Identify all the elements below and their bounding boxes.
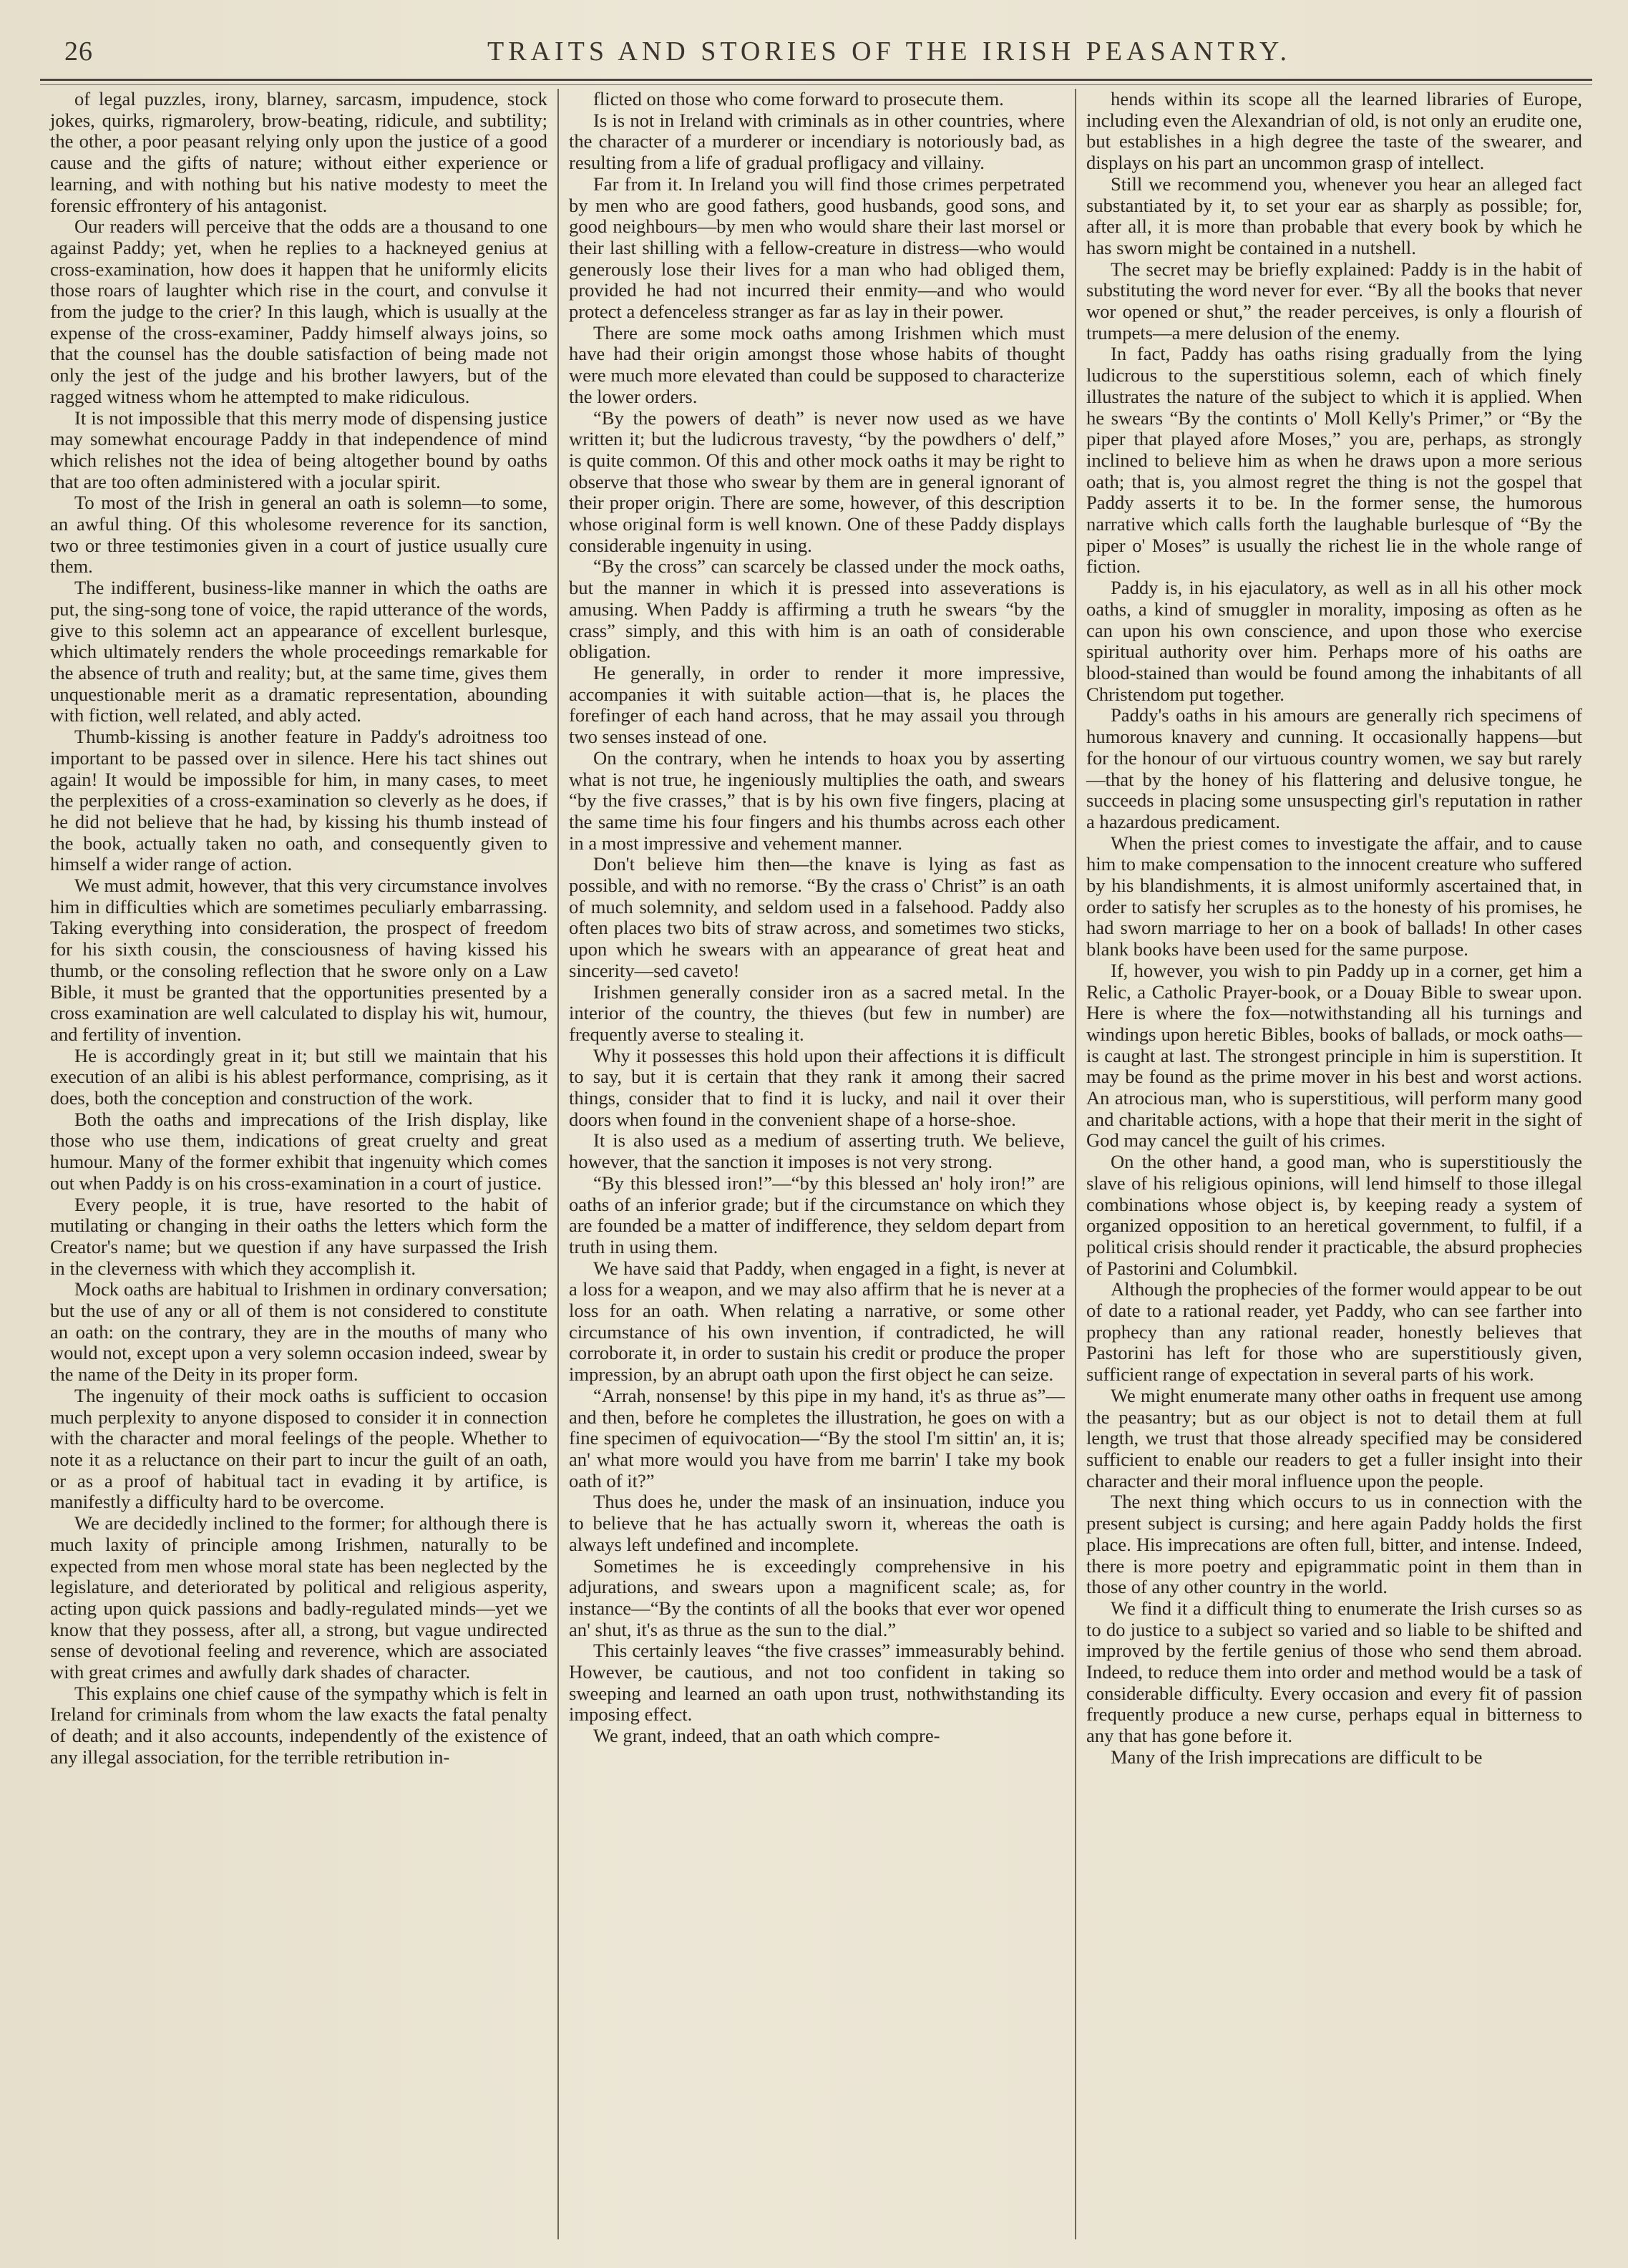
- paragraph: The indifferent, business-like manner in which the oaths are put, the sing-song tone of voice, the rapid utterance of the words, give to this solemn act an appearance of excellent burlesque, which ultimately renders the whole proceedings remarkable for the absence of truth and reality; but, at the same time, gives them unquestionable merit as a dramatic representation, abounding with fiction, well related, and ably acted.: [50, 577, 547, 726]
- paragraph: Paddy is, in his ejaculatory, as well as in all his other mock oaths, a kind of smuggler in morality, imposing as often as he can upon his own conscience, and upon those who exercise spiritual authority over him. Perhaps more of his oaths are blood-stained than would be found among the inhabitants of all Christendom put together.: [1086, 577, 1582, 705]
- paragraph: Sometimes he is exceedingly comprehensive in his adjurations, and swears upon a magnificent scale; as, for instance—“By the contints of all the books that ever wor opened an' shut, it's as thrue as the sun to the dial.”: [568, 1554, 1065, 1640]
- paragraph: The ingenuity of their mock oaths is sufficient to occasion much perplexity to anyone disposed to consider it in connection with the character and moral feelings of the people. Whether to note it as a reluctance on their part to incur the guilt of an oath, or as a proof of habitual tact in evading it by artifice, is manifestly a difficulty hard to be overcome.: [50, 1384, 547, 1513]
- paragraph: Paddy's oaths in his amours are generally rich specimens of humorous knavery and cunning. It occasionally happens—but for the honour of our virtuous country women, we say but rarely—that by the honey of his flattering and delusive tongue, he succeeds in placing some unsuspecting girl's reputation in rather a hazardous predicament.: [1086, 704, 1582, 832]
- paragraph: Don't believe him then—the knave is lying as fast as possible, and with no remorse. “By the crass o' Christ” is an oath of much solemnity, and seldom used in a falsehood. Paddy also often places two bits of straw across, and sometimes two sticks, upon which he swears with an appearance of great heat and sincerity—sed caveto!: [568, 853, 1065, 981]
- header-rule-thin: [40, 84, 1592, 85]
- paragraph: Our readers will perceive that the odds are a thousand to one against Paddy; yet, when he replies to a hackneyed genius at cross-examination, how does it happen that he uniformly elicits those roars of laughter which rise in the court, and convulse it from the judge to the crier? In this laugh, which is usually at the expense of the cross-examiner, Paddy himself always joins, so that the counsel has the double satisfaction of being made not only the jest of the judge and his brother lawyers, but of the ragged witness whom he attempted to make ridiculous.: [50, 215, 547, 407]
- paragraph: Why it possesses this hold upon their affections it is difficult to say, but it is certain that they rank it among their sacred things, consider that to find it is lucky, and nail it over their doors when found in the convenient shape of a horse-shoe.: [568, 1044, 1065, 1130]
- paragraph: Irishmen generally consider iron as a sacred metal. In the interior of the country, the thieves (but few in number) are frequently averse to stealing it.: [568, 980, 1065, 1045]
- paragraph: “By this blessed iron!”—“by this blessed an' holy iron!” are oaths of an inferior grade; but if the circumstance on which they are founded be a matter of indifference, they seldom depart from truth in using them.: [568, 1172, 1065, 1257]
- paragraph: Is is not in Ireland with criminals as in other countries, where the character of a murderer or incendiary is notoriously bad, as resulting from a life of gradual profligacy and villainy.: [568, 109, 1065, 174]
- paragraph: This certainly leaves “the five crasses” immeasurably behind. However, be cautious, and not too confident in taking so sweeping and learned an oath upon trust, nothwithstanding its imposing effect.: [568, 1640, 1065, 1726]
- paragraph: We find it a difficult thing to enumerate the Irish curses so as to do justice to a subject so varied and so liable to be shifted and improved by the fertile genius of those who send them abroad. Indeed, to reduce them into order and method would be a task of considerable difficulty. Every occasion and every fit of passion frequently produce a new curse, perhaps equal in bitterness to any that has gone before it.: [1086, 1597, 1582, 1747]
- paragraph: flicted on those who come forward to prosecute them.: [593, 89, 1004, 109]
- paragraph: The next thing which occurs to us in connection with the present subject is cursing; and here again Paddy holds the first place. His imprecations are often full, bitter, and intense. Indeed, there is more poetry and epigrammatic point in them than in those of any other country in the world.: [1086, 1491, 1582, 1598]
- paragraph: There are some mock oaths among Irishmen which must have had their origin amongst those whose habits of thought were much more elevated than could be supposed to characterize the lower orders.: [568, 321, 1065, 407]
- paragraph: “Arrah, nonsense! by this pipe in my hand, it's as thrue as”—and then, before he completes the illustration, he goes on with a fine specimen of equivocation—“By the stool I'm sittin' an, it is; an' what more would you have from me barrin' I take my book oath of it?”: [568, 1384, 1065, 1491]
- paragraph: Every people, it is true, have resorted to the habit of mutilating or changing in their oaths the letters which form the Creator's name; but we question if any have surpassed the Irish in the cleverness with which they accomplish it.: [50, 1193, 547, 1279]
- paragraph: He is accordingly great in it; but still we maintain that his execution of an alibi is his ablest performance, comprising, as it does, both the conception and construction of the work.: [50, 1044, 547, 1109]
- paragraph: In fact, Paddy has oaths rising gradually from the lying ludicrous to the superstitious solemn, each of which finely illustrates the nature of the subject to which it is applied. When he swears “By the contints o' Moll Kelly's Primer,” or “By the piper that played afore Moses,” you are, perhaps, as strongly inclined to believe him as when he draws upon a more serious oath; that is, you almost regret the thing is not the gospel that Paddy asserts it to be. In the former sense, the humorous narrative which calls forth the laughable burlesque of “By the piper o' Moses” is usually the richest lie in the whole range of fiction.: [1086, 343, 1582, 578]
- paragraph: “By the powers of death” is never now used as we have written it; but the ludicrous travesty, “by the powdhers o' delf,” is quite common. Of this and other mock oaths it may be right to observe that those who swear by them are in general ignorant of their proper origin. There are some, however, of this description whose original form is well known. One of these Paddy displays considerable ingenuity in using.: [568, 407, 1065, 556]
- text-columns: [40, 89, 1592, 2239]
- column-2: [557, 89, 1075, 2239]
- paragraph: We grant, indeed, that an oath which compre-: [593, 1725, 940, 1747]
- paragraph: We have said that Paddy, when engaged in a fight, is never at a loss for a weapon, and we may also affirm that he is never at a loss for an oath. When relating a narrative, or some other circumstance of his own invention, if contradicted, he will corroborate it, in order to sustain his credit or produce the proper impression, by an abrupt oath upon the first object he can seize.: [568, 1257, 1065, 1386]
- paragraph: Still we recommend you, whenever you hear an alleged fact substantiated by it, to set your ear as sharply as possible; for, after all, it is more than probable that every book by which he has sworn might be contained in a nutshell.: [1086, 172, 1582, 258]
- paragraph: Both the oaths and imprecations of the Irish display, like those who use them, indications of great cruelty and great humour. Many of the former exhibit that ingenuity which comes out when Paddy is on his cross-examination in a court of justice.: [50, 1108, 547, 1194]
- page-number: 26: [64, 36, 93, 67]
- paragraph: It is also used as a medium of asserting truth. We believe, however, that the sanction it imposes is not very strong.: [568, 1129, 1065, 1173]
- paragraph: On the contrary, when he intends to hoax you by asserting what is not true, he ingeniously multiplies the oath, and swears “by the five crasses,” that is by his own five fingers, placing at the same time his four fingers and his thumbs across each other in a most impressive and vehement manner.: [568, 746, 1065, 854]
- header-rule: [40, 79, 1592, 81]
- paragraph: Mock oaths are habitual to Irishmen in ordinary conversation; but the use of any or all of them is not considered to constitute an oath: on the contrary, they are in the mouths of many who would not, except upon a very solemn occasion indeed, swear by the name of the Deity in its proper form.: [50, 1278, 547, 1386]
- paragraph: hends within its scope all the learned libraries of Europe, including even the Alexandrian of old, is not only an erudite one, but establishes in a high degree the taste of the swearer, and displays on his part an uncommon grasp of intellect.: [1086, 89, 1582, 174]
- running-header: [64, 36, 1592, 74]
- paragraph: We are decidedly inclined to the former; for although there is much laxity of principle among Irishmen, naturally to be expected from men whose moral state has been neglected by the legislature, and deteriorated by political and religious asperity, acting upon quick passions and badly-regulated minds—yet we know that they possess, after all, a strong, but vague undirected sense of devotional feeling and reverence, which are associated with great crimes and awfully dark shades of character.: [50, 1512, 547, 1683]
- paragraph: Although the prophecies of the former would appear to be out of date to a rational reader, yet Paddy, who can see farther into prophecy than any rational reader, honestly believes that Pastorini has left for those who are superstitiously given, sufficient range of expectation in several parts of his work.: [1086, 1278, 1582, 1386]
- running-title: TRAITS AND STORIES OF THE IRISH PEASANTRY.: [487, 36, 1291, 67]
- paragraph: The secret may be briefly explained: Paddy is in the habit of substituting the word never for ever. “By all the books that never wor opened or shut,” the reader perceives, is only a flourish of trumpets—a mere delusion of the enemy.: [1086, 258, 1582, 344]
- paragraph: “By the cross” can scarcely be classed under the mock oaths, but the manner in which it is pressed into asseverations is amusing. When Paddy is affirming a truth he swears “by the crass” simply, and this with him is an oath of considerable obligation.: [568, 555, 1065, 663]
- paragraph: On the other hand, a good man, who is superstitiously the slave of his religious opinions, will lend himself to those illegal combinations whose object is, by keeping ready a system of organized opposition to an heretical government, to fulfil, if a political crisis should render it practicable, the absurd prophecies of Pastorini and Columbkil.: [1086, 1151, 1582, 1279]
- paragraph: Thumb-kissing is another feature in Paddy's adroitness too important to be passed over in silence. Here his tact shines out again! It would be impossible for him, in many cases, to meet the perplexities of a cross-examination so cleverly as he does, if he did not believe that he had, by kissing his thumb instead of the book, actually taken no oath, and consequently given to himself a wider range of action.: [50, 726, 547, 875]
- paragraph: We might enumerate many other oaths in frequent use among the peasantry; but as our object is not to detail them at full length, we trust that those already specified may be considered sufficient to enable our readers to get a fuller insight into their character and their moral influence upon the people.: [1086, 1384, 1582, 1491]
- paragraph: We must admit, however, that this very circumstance involves him in difficulties which are sometimes peculiarly embarrassing. Taking everything into consideration, the prospect of freedom for his sixth cousin, the consciousness of having kissed his thumb, or the consoling reflection that he swore only on a Law Bible, it must be granted that the opportunities presented by a cross examination are well calculated to display his wit, humour, and fertility of invention.: [50, 875, 547, 1045]
- paragraph: This explains one chief cause of the sympathy which is felt in Ireland for criminals from whom the law exacts the fatal penalty of death; and it also accounts, independently of the existence of any illegal association, for the terrible retribution in-: [50, 1682, 547, 1768]
- paragraph: If, however, you wish to pin Paddy up in a corner, get him a Relic, a Catholic Prayer-book, or a Douay Bible to swear upon. Here is where the fox—notwithstanding all his turnings and windings upon heretic Bibles, books of ballads, or mock oaths—is caught at last. The strongest principle in him is superstition. It may be found as the prime mover in his best and worst actions. An atrocious man, who is superstitious, will perform many good and charitable actions, with a hope that their merit in the sight of God may cancel the guilt of his crimes.: [1086, 959, 1582, 1152]
- paragraph: He generally, in order to render it more impressive, accompanies it with suitable action—that is, he places the forefinger of each hand across, that he may assail you through two senses instead of one.: [568, 661, 1065, 748]
- paragraph: Thus does he, under the mask of an insinuation, induce you to believe that he has actually sworn it, whereas the oath is always left undefined and incomplete.: [568, 1491, 1065, 1555]
- paragraph: To most of the Irish in general an oath is solemn—to some, an awful thing. Of this wholesome reverence for its sanction, two or three testimonies given in a court of justice usually cure them.: [50, 492, 547, 578]
- paragraph: When the priest comes to investigate the affair, and to cause him to make compensation to the innocent creature who suffered by his blandishments, it is almost uniformly ascertained that, in order to satisfy her scruples as to the honesty of his promises, he had sworn marriage to her on a book of ballads! In other cases blank books have been used for the same purpose.: [1086, 832, 1582, 960]
- paragraph: of legal puzzles, irony, blarney, sarcasm, impudence, stock jokes, quirks, rigmarolery, brow-beating, ridicule, and subtility; the other, a poor peasant relying only upon the justice of a good cause and the gifts of nature; without either experience or learning, and with nothing but his native modesty to meet the forensic effrontery of his antagonist.: [50, 89, 547, 216]
- paragraph: It is not impossible that this merry mode of dispensing justice may somewhat encourage Paddy in that independence of mind which relishes not the idea of being altogether bound by oaths that are too often administered with a jocular spirit.: [50, 407, 547, 492]
- paragraph: Many of the Irish imprecations are difficult to be: [1110, 1746, 1483, 1768]
- paragraph: Far from it. In Ireland you will find those crimes perpetrated by men who are good fathers, good husbands, good sons, and good neighbours—by men who would share their last morsel or their last shilling with a fellow-creature in distress—who would generously lose their lives for a man who had obliged them, provided he had not incurred their enmity—and who would protect a defenceless stranger as far as lay in their power.: [568, 172, 1065, 323]
- column-3: [1075, 89, 1592, 2239]
- column-1: [40, 89, 557, 2239]
